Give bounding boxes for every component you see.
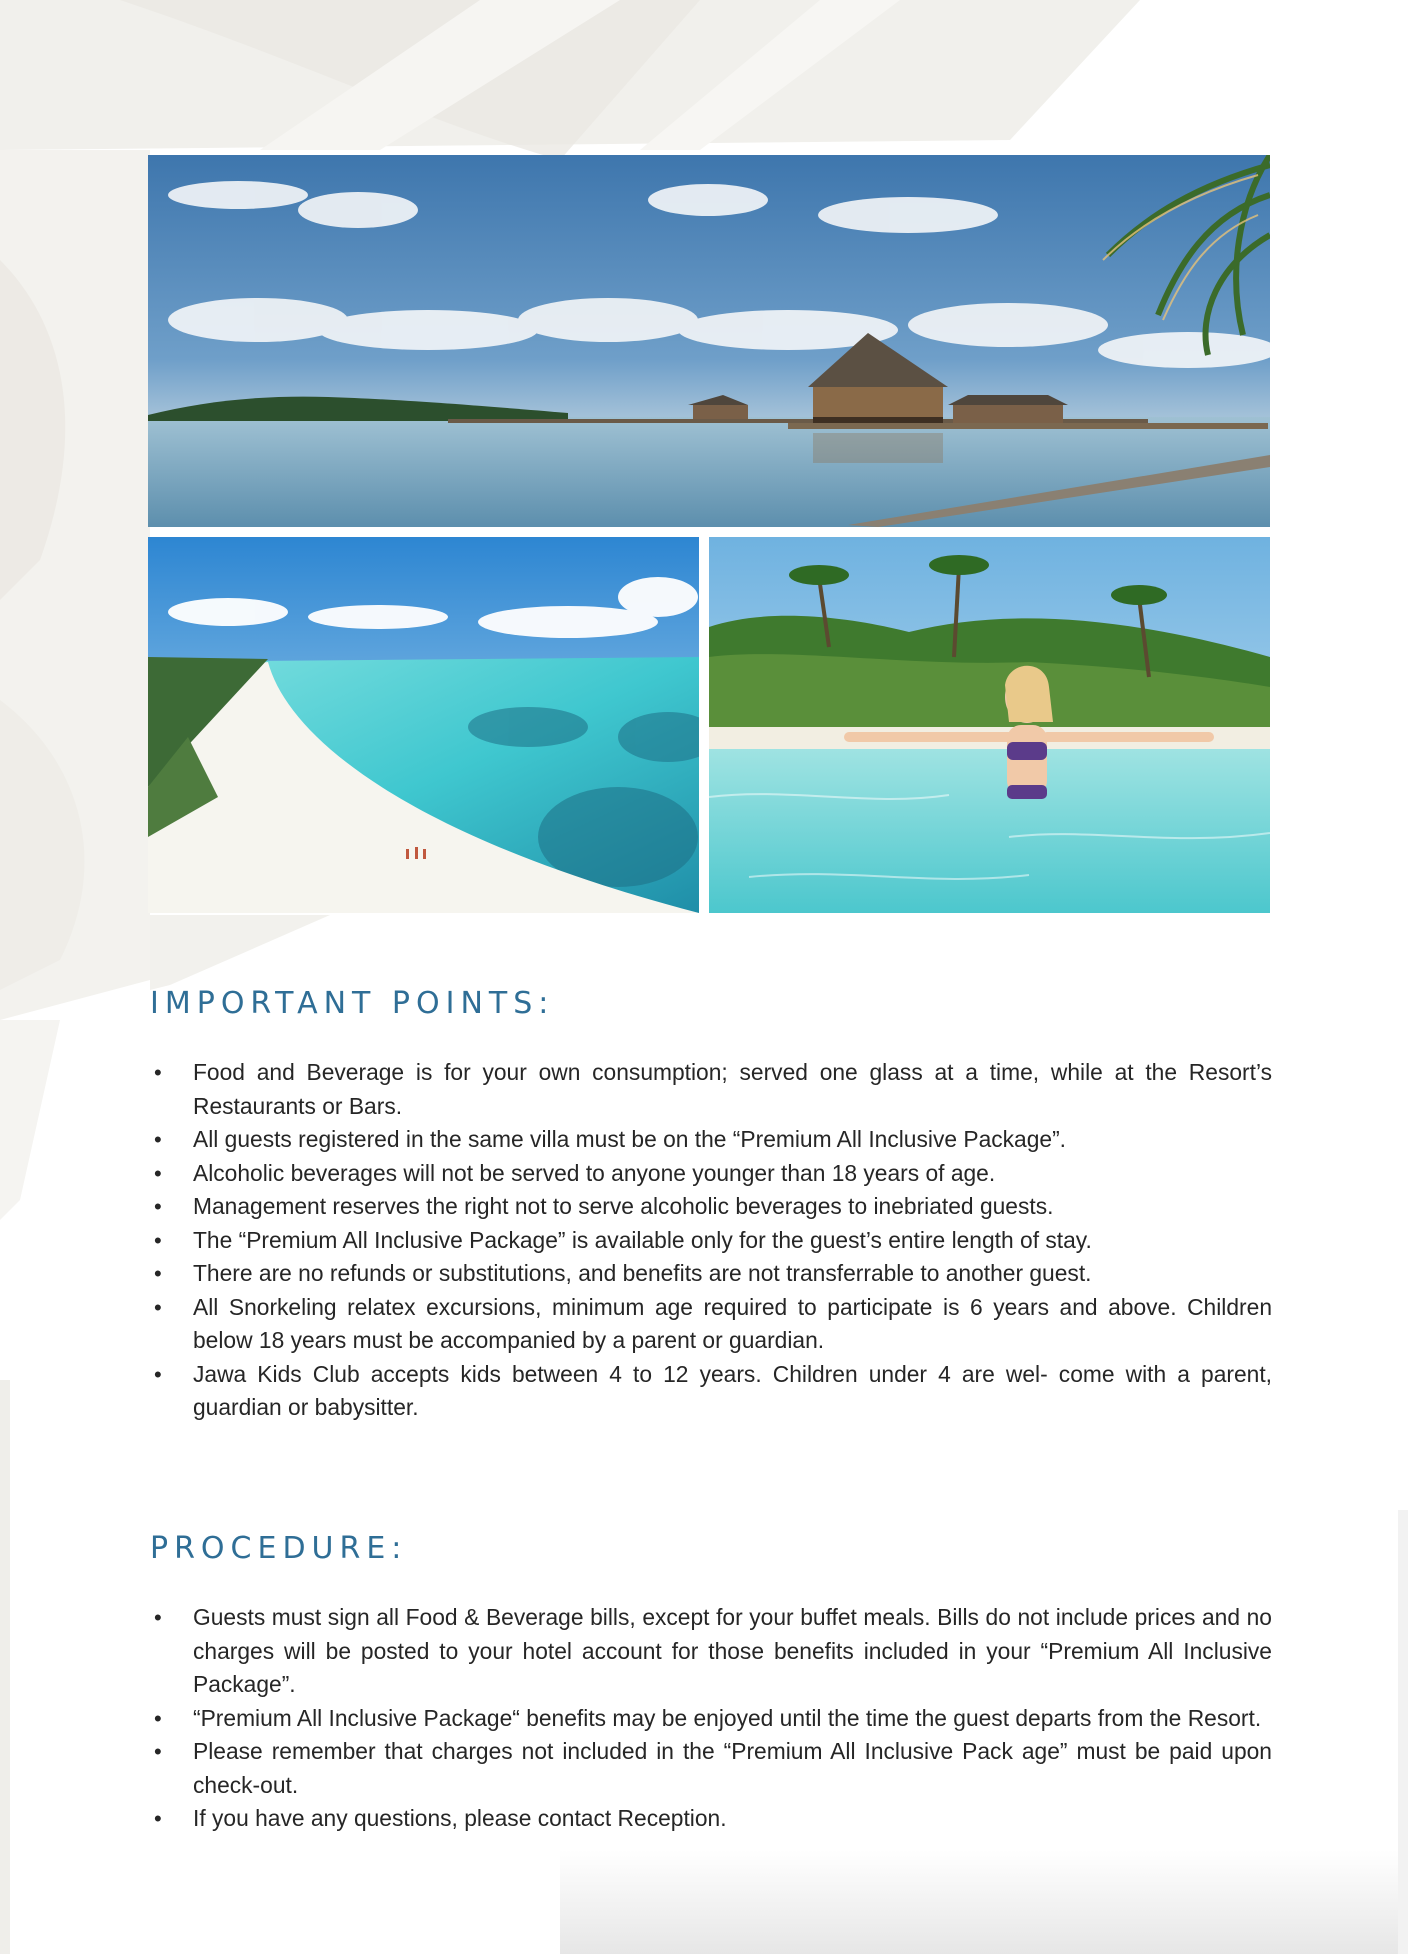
page-edge <box>1398 1510 1408 1954</box>
bullet-icon: • <box>154 1127 162 1152</box>
important-point-text: Management reserves the right not to serve alcoholic beverages to inebriated guests. <box>193 1193 1054 1219</box>
procedure-item <box>150 1735 1272 1802</box>
important-point-text: Alcoholic beverages will not be served to anyone younger than 18 years of age. <box>193 1159 996 1186</box>
bullet-icon: • <box>154 1739 162 1764</box>
important-point-text: Food and Beverage is for your own consumption; served one glass at a time, while at the Resort’s Restaurants or Bars. <box>193 1059 1272 1119</box>
procedure-text: If you have any questions, please contact Reception. <box>193 1805 727 1831</box>
important-points-list <box>150 1056 1272 1425</box>
bullet-icon: • <box>154 1060 162 1085</box>
bullet-icon: • <box>154 1705 162 1731</box>
important-point-item <box>150 1123 1272 1157</box>
important-point-item <box>150 1224 1272 1258</box>
procedure-text: “Premium All Inclusive Package“ benefits may be enjoyed until the time the guest departs from the Resort. <box>193 1704 1262 1731</box>
important-point-text: Jawa Kids Club accepts kids between 4 to 12 years. Children under 4 are wel- come with a parent, guardian or babysitter. <box>193 1360 1272 1420</box>
bullet-icon: • <box>154 1160 162 1186</box>
procedure-text: Guests must sign all Food & Beverage bills, except for your buffet meals. Bills do not include prices and no charges will be posted to your hotel account for those benefits included in your “Premium All Inclusive Package”. <box>193 1604 1272 1697</box>
beach-lagoon-photo <box>148 537 699 913</box>
child-lagoon-photo <box>709 537 1270 913</box>
important-point-text: The “Premium All Inclusive Package” is available only for the guest’s entire length of stay. <box>193 1226 1092 1253</box>
procedure-heading: PROCEDURE: <box>150 1531 408 1566</box>
important-point-text: All guests registered in the same villa must be on the “Premium All Inclusive Package”. <box>193 1126 1067 1152</box>
bullet-icon: • <box>154 1361 162 1387</box>
procedure-text: Please remember that charges not included in the “Premium All Inclusive Pack age” must be paid upon check-out. <box>193 1738 1272 1798</box>
procedure-item <box>150 1601 1272 1702</box>
bullet-icon: • <box>154 1806 162 1831</box>
important-point-text: All Snorkeling relatex excursions, minimum age required to participate is 6 years and above. Children below 18 years must be accompanied by a parent or guardian. <box>193 1293 1272 1353</box>
important-point-text: There are no refunds or substitutions, and benefits are not transferrable to another guest. <box>193 1260 1092 1286</box>
overwater-restaurant-photo <box>148 155 1270 527</box>
important-points-heading: IMPORTANT POINTS: <box>150 986 555 1021</box>
bullet-icon: • <box>154 1294 162 1320</box>
bullet-icon: • <box>154 1227 162 1253</box>
important-point-item <box>150 1056 1272 1123</box>
procedure-item <box>150 1802 1272 1836</box>
procedure-list <box>150 1601 1272 1836</box>
important-point-item <box>150 1358 1272 1425</box>
important-point-item <box>150 1157 1272 1191</box>
important-point-item <box>150 1190 1272 1224</box>
bullet-icon: • <box>154 1261 162 1286</box>
bullet-icon: • <box>154 1194 162 1219</box>
bottom-shadow <box>560 1850 1408 1954</box>
important-point-item <box>150 1257 1272 1291</box>
important-point-item <box>150 1291 1272 1358</box>
bullet-icon: • <box>154 1605 162 1630</box>
procedure-item <box>150 1702 1272 1736</box>
